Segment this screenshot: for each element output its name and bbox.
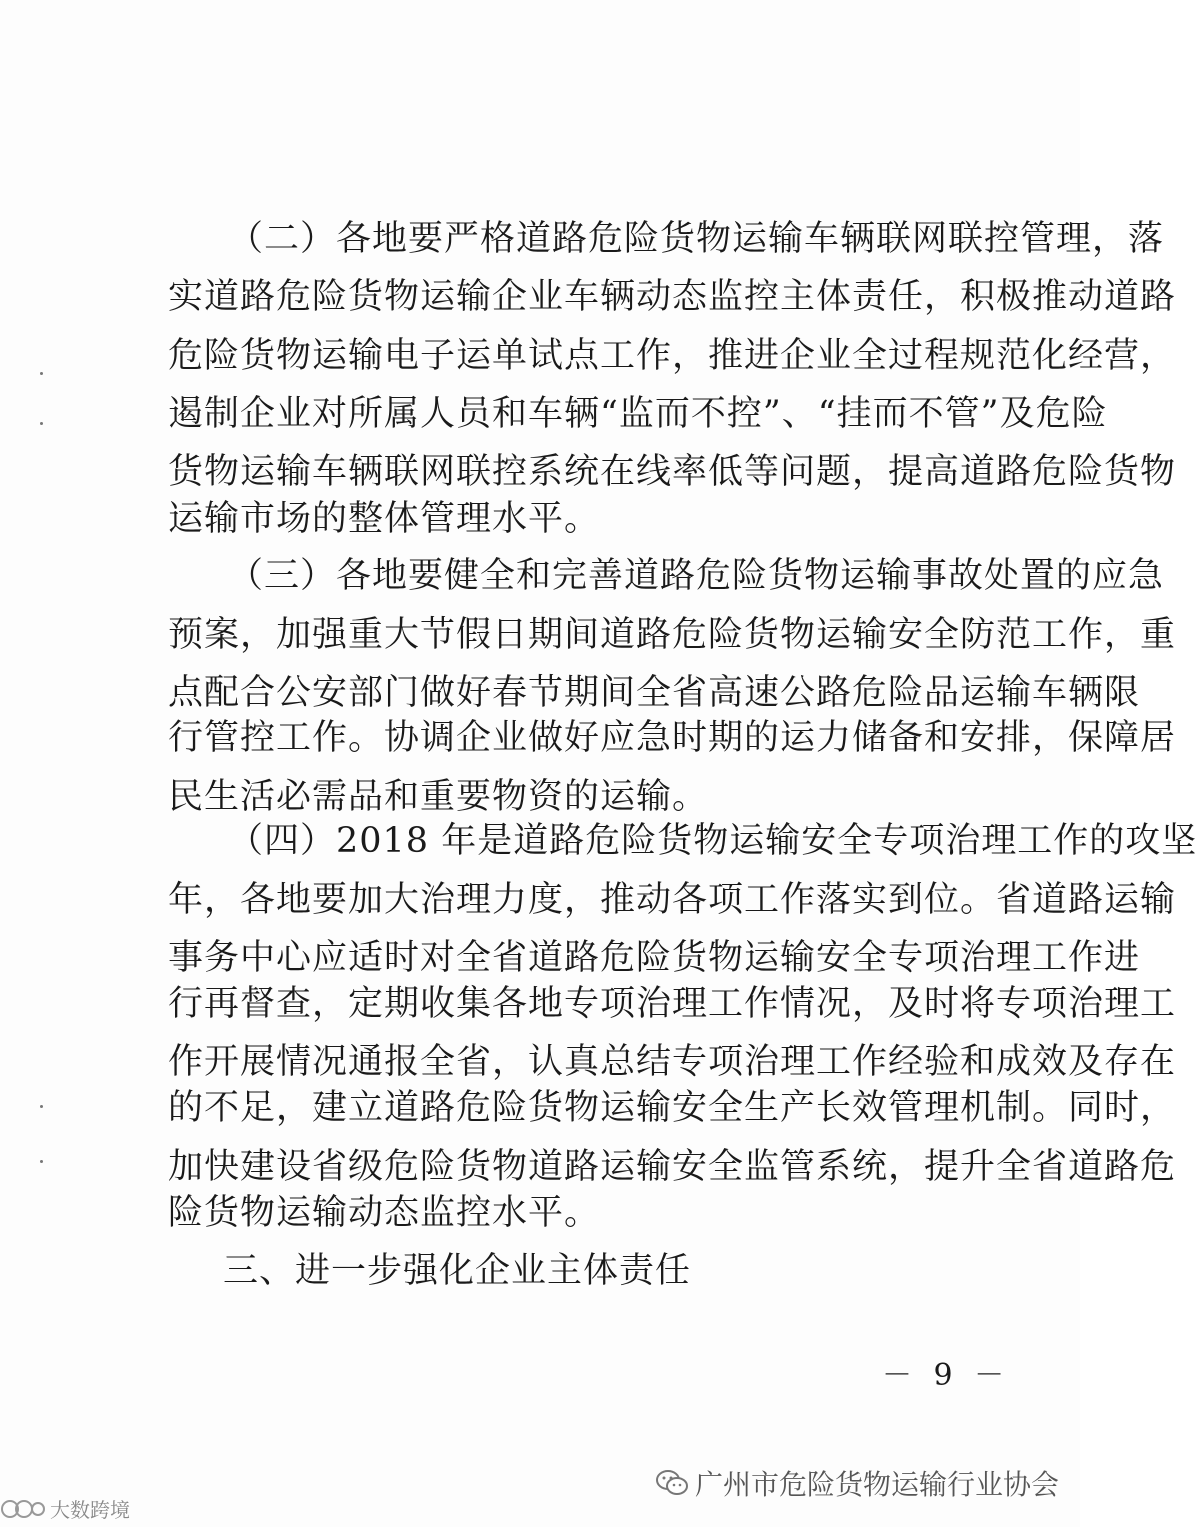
wechat-icon [655, 1468, 689, 1498]
scan-speck [40, 1160, 43, 1163]
paragraph-2-line-3: 危险货物运输电子运单试点工作，推进企业全过程规范化经营， [168, 336, 1177, 376]
paragraph-2-line-4: 遏制企业对所属人员和车辆“监而不控”、“挂而不管”及危险 [168, 394, 1108, 434]
paragraph-3-line-4: 行管控工作。协调企业做好应急时期的运力储备和安排，保障居 [168, 718, 1177, 758]
paragraph-4-line-4: 行再督查，定期收集各地专项治理工作情况，及时将专项治理工 [168, 984, 1177, 1024]
scan-speck [40, 422, 43, 425]
scan-speck [40, 1105, 43, 1108]
paragraph-3-line-3: 点配合公安部门做好春节期间全省高速公路危险品运输车辆限 [168, 673, 1141, 713]
site-name: 大数跨境 [50, 1498, 130, 1522]
paragraph-4-line-8: 险货物运输动态监控水平。 [168, 1193, 601, 1233]
association-name: 广州市危险货物运输行业协会 [695, 1468, 1060, 1501]
site-watermark [0, 1494, 130, 1523]
paragraph-3-line-2: 预案，加强重大节假日期间道路危险货物运输安全防范工作，重 [168, 615, 1177, 655]
paragraph-4-line-1: （四）2018 年是道路危险货物运输安全专项治理工作的攻坚 [228, 821, 1197, 861]
paragraph-4-line-6: 的不足，建立道路危险货物运输安全生产长效管理机制。同时， [168, 1088, 1177, 1128]
section-heading-3: 三、进一步强化企业主体责任 [223, 1251, 692, 1291]
logo-icon [0, 1497, 46, 1521]
paragraph-2-line-1: （二）各地要严格道路危险货物运输车辆联网联控管理，落 [228, 219, 1165, 259]
paragraph-2-line-5: 货物运输车辆联网联控系统在线率低等问题，提高道路危险货物 [168, 452, 1177, 492]
paragraph-2-line-6: 运输市场的整体管理水平。 [168, 499, 601, 539]
paragraph-4-line-3: 事务中心应适时对全省道路危险货物运输安全专项治理工作进 [168, 938, 1141, 978]
paragraph-2-line-2: 实道路危险货物运输企业车辆动态监控主体责任，积极推动道路 [168, 277, 1177, 317]
paragraph-4-line-2: 年，各地要加大治理力度，推动各项工作落实到位。省道路运输 [168, 880, 1177, 920]
scan-speck [40, 372, 43, 375]
page-number: － 9 － [882, 1358, 1011, 1393]
paragraph-4-line-7: 加快建设省级危险货物道路运输安全监管系统，提升全省道路危 [168, 1147, 1177, 1187]
paragraph-4-line-5: 作开展情况通报全省，认真总结专项治理工作经验和成效及存在 [168, 1042, 1177, 1082]
paragraph-3-line-5: 民生活必需品和重要物资的运输。 [168, 777, 709, 817]
paragraph-3-line-1: （三）各地要健全和完善道路危险货物运输事故处置的应急 [228, 556, 1165, 596]
association-watermark [655, 1463, 1059, 1503]
